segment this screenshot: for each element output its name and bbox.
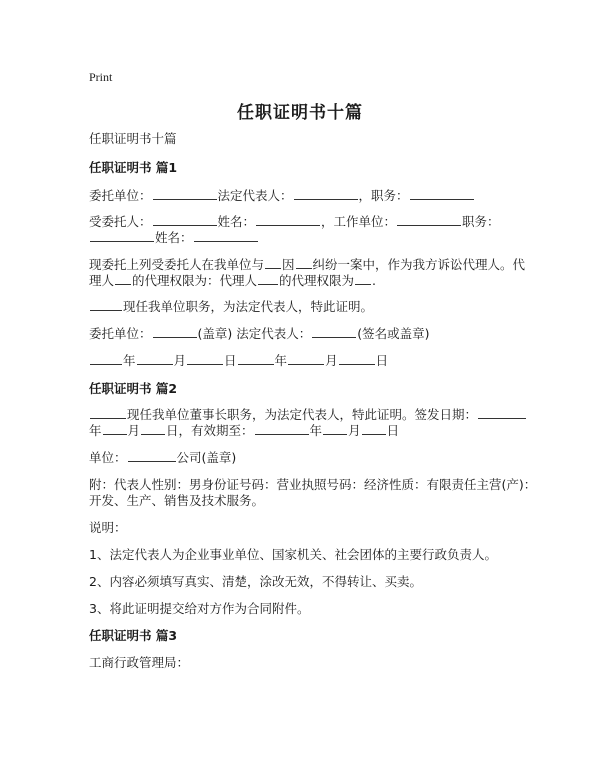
page-title: 任职证明书十篇 bbox=[237, 103, 363, 123]
blank-field bbox=[90, 228, 154, 242]
text-segment: 姓名： bbox=[155, 230, 193, 245]
blank-field bbox=[90, 405, 126, 419]
blank-field bbox=[296, 255, 312, 269]
text-segment: ，工作单位： bbox=[321, 214, 397, 229]
blank-field bbox=[194, 228, 258, 242]
text-segment: 委托单位： bbox=[89, 188, 152, 203]
text-segment: 月 bbox=[325, 353, 338, 368]
blank-field bbox=[256, 212, 320, 226]
text-segment: 日 bbox=[375, 353, 389, 368]
blank-field bbox=[153, 324, 197, 338]
text-segment: 法定代表人： bbox=[217, 188, 293, 203]
blank-field bbox=[153, 212, 217, 226]
s2-line-5: 开发、生产、销售及技术服务。 bbox=[89, 493, 265, 508]
blank-field bbox=[312, 324, 356, 338]
text-segment: 日，有效期至： bbox=[166, 423, 254, 438]
text-segment: (盖章) 法定代表人： bbox=[197, 326, 312, 341]
blank-field bbox=[90, 297, 122, 311]
text-segment: 受委托人： bbox=[89, 214, 152, 229]
subtitle: 任职证明书十篇 bbox=[89, 131, 177, 146]
blank-field bbox=[362, 421, 386, 435]
s1-line-6 bbox=[89, 297, 519, 317]
s2-line-9: 3、将此证明提交给对方作为合同附件。 bbox=[89, 601, 310, 616]
text-segment: 因 bbox=[282, 257, 295, 272]
text-segment: (签名或盖章) bbox=[357, 326, 430, 341]
blank-field bbox=[153, 186, 217, 200]
s2-line-3 bbox=[89, 448, 519, 468]
text-segment: 现委托上列受委托人在我单位与 bbox=[89, 257, 265, 272]
blank-field bbox=[397, 212, 461, 226]
text-segment: 现任我单位职务，为法定代表人，特此证明。 bbox=[123, 299, 374, 314]
blank-field bbox=[115, 271, 131, 285]
blank-field bbox=[90, 351, 122, 365]
s2-line-6: 说明： bbox=[89, 520, 127, 535]
text-segment: 现任我单位董事长职务，为法定代表人，特此证明。签发日期： bbox=[127, 407, 478, 422]
s1-line-8-dates bbox=[89, 351, 519, 371]
blank-field bbox=[355, 271, 371, 285]
s1-line-7 bbox=[89, 324, 519, 344]
blank-field bbox=[288, 351, 324, 365]
blank-field bbox=[323, 421, 347, 435]
blank-field bbox=[410, 186, 474, 200]
s1-line-5 bbox=[89, 271, 519, 291]
text-segment: 年 bbox=[89, 423, 102, 438]
section-heading-3: 任职证明书 篇3 bbox=[89, 628, 178, 643]
s3-line-1: 工商行政管理局： bbox=[89, 655, 190, 670]
text-segment: 委托单位： bbox=[89, 326, 152, 341]
text-segment: 理人 bbox=[89, 273, 115, 288]
blank-field bbox=[255, 421, 309, 435]
blank-field bbox=[141, 421, 165, 435]
text-segment: 年 bbox=[309, 423, 323, 438]
text-segment: ，职务： bbox=[358, 188, 409, 203]
text-segment: 职务： bbox=[462, 214, 500, 229]
text-segment: . bbox=[372, 273, 377, 288]
text-segment: 日 bbox=[386, 423, 400, 438]
blank-field bbox=[265, 255, 281, 269]
text-segment: 单位： bbox=[89, 450, 127, 465]
text-segment: 月 bbox=[348, 423, 361, 438]
section-heading-1: 任职证明书 篇1 bbox=[89, 160, 178, 175]
s1-line-1 bbox=[89, 186, 519, 206]
text-segment: 日 bbox=[224, 353, 237, 368]
blank-field bbox=[258, 271, 278, 285]
text-segment: 的代理权限为：代理人 bbox=[132, 273, 258, 288]
print-link[interactable]: Print bbox=[89, 70, 113, 84]
blank-field bbox=[339, 351, 375, 365]
text-segment: 公司(盖章) bbox=[176, 450, 237, 465]
blank-field bbox=[137, 351, 173, 365]
blank-field bbox=[103, 421, 127, 435]
s2-line-2 bbox=[89, 421, 519, 441]
s2-line-4: 附：代表人性别：男身份证号码：营业执照号码：经济性质：有限责任主营(产)： bbox=[89, 477, 537, 492]
s2-line-7: 1、法定代表人为企业事业单位、国家机关、社会团体的主要行政负责人。 bbox=[89, 547, 497, 562]
blank-field bbox=[128, 448, 176, 462]
text-segment: 月 bbox=[173, 353, 187, 368]
section-heading-2: 任职证明书 篇2 bbox=[89, 381, 178, 396]
blank-field bbox=[478, 405, 526, 419]
text-segment: 年 bbox=[274, 353, 288, 368]
blank-field bbox=[238, 351, 274, 365]
text-segment: 纠纷一案中，作为我方诉讼代理人。代 bbox=[312, 257, 526, 272]
text-segment: 月 bbox=[127, 423, 141, 438]
s1-line-3 bbox=[89, 228, 519, 248]
text-segment: 的代理权限为 bbox=[279, 273, 355, 288]
s2-line-8: 2、内容必须填写真实、清楚，涂改无效，不得转让、买卖。 bbox=[89, 574, 422, 589]
blank-field bbox=[187, 351, 223, 365]
blank-field bbox=[294, 186, 358, 200]
text-segment: 姓名： bbox=[217, 214, 256, 229]
text-segment: 年 bbox=[123, 353, 136, 368]
